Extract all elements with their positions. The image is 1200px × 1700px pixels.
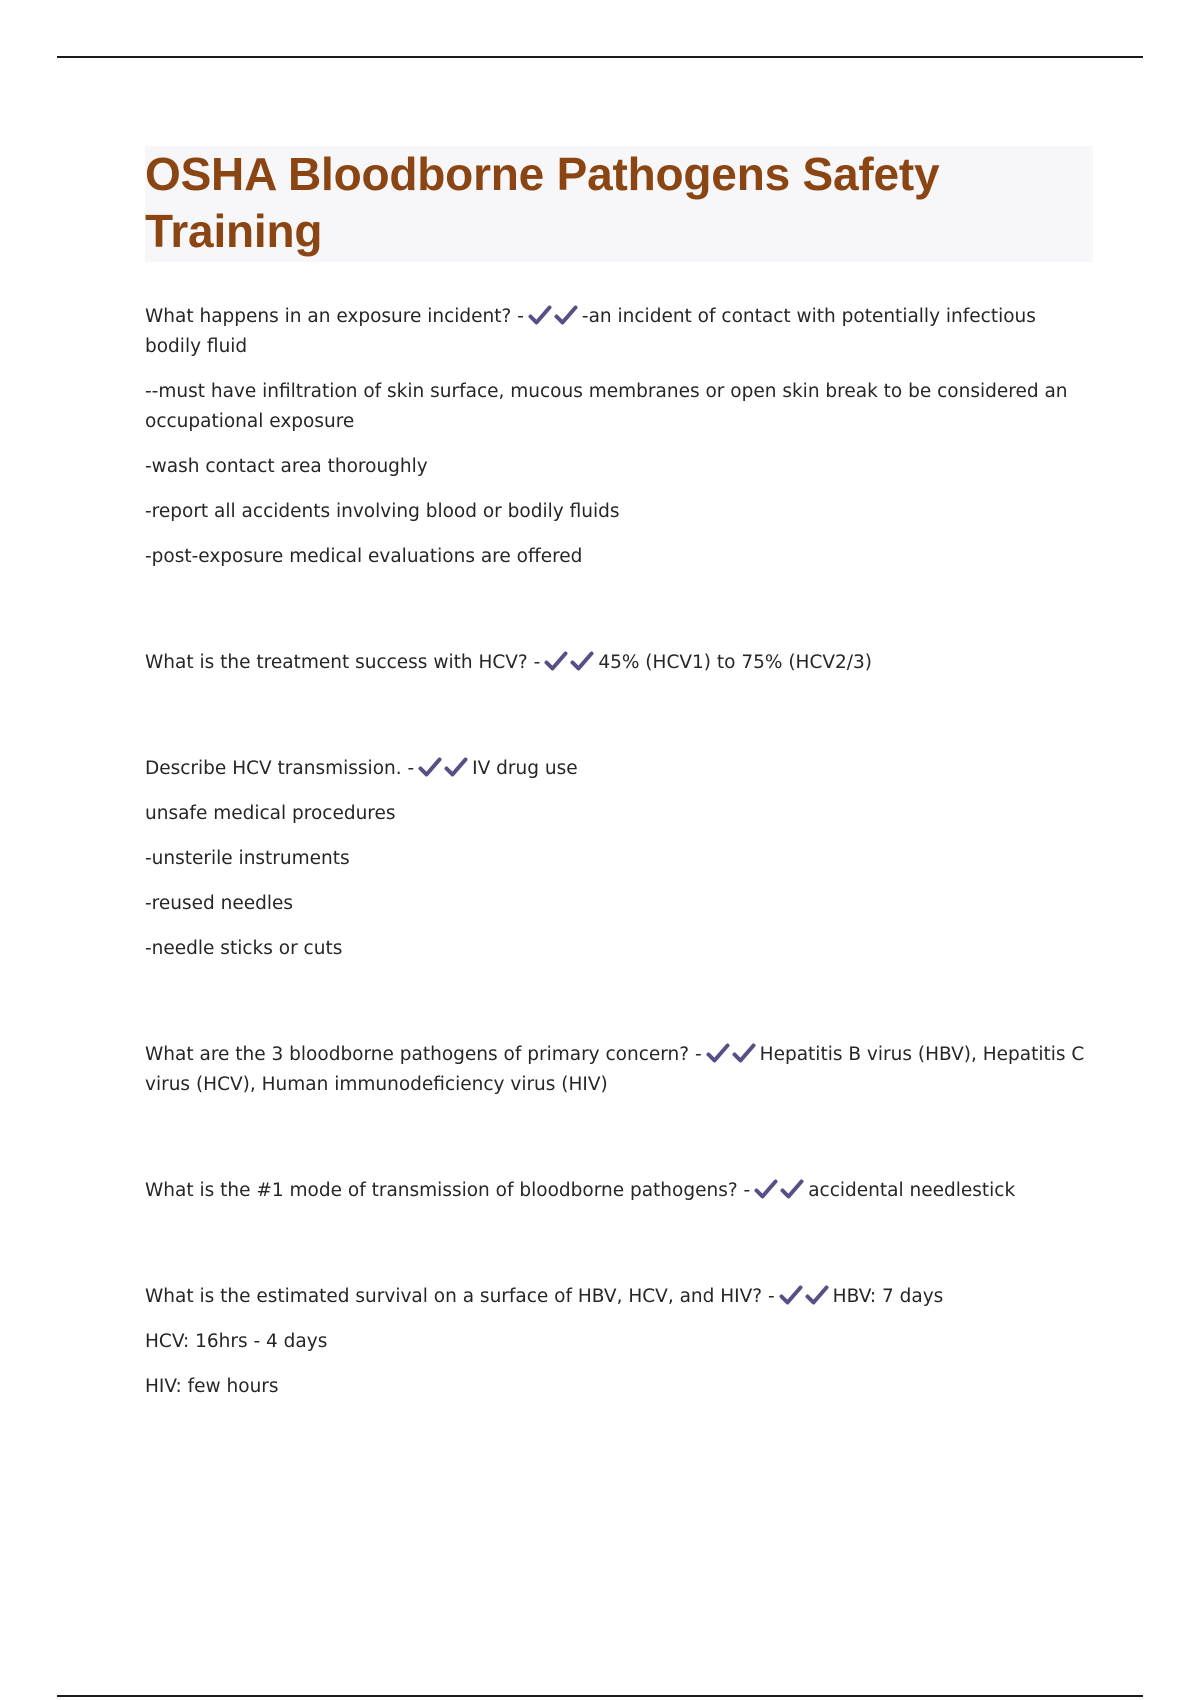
top-rule xyxy=(57,56,1143,58)
qa-list xyxy=(145,302,1093,1402)
bottom-rule xyxy=(57,1695,1143,1697)
answer-checkmarks xyxy=(779,1286,831,1307)
answer-detail-line: -unsterile instruments xyxy=(145,848,350,869)
question-text: Describe HCV transmission. - xyxy=(145,758,415,779)
qa-line xyxy=(145,1176,1093,1206)
document-title: OSHA Bloodborne Pathogens Safety Training xyxy=(145,148,940,257)
question-text: What happens in an exposure incident? - xyxy=(145,306,524,327)
answer-text: HBV: 7 days xyxy=(832,1286,944,1307)
checkmark-icon xyxy=(444,756,468,778)
checkmark-icon xyxy=(805,1284,829,1306)
answer-detail-line: HCV: 16hrs - 4 days xyxy=(145,1331,328,1352)
qa-item xyxy=(145,754,1093,964)
answer-checkmarks xyxy=(706,1044,758,1065)
answer-detail-line: HIV: few hours xyxy=(145,1376,279,1397)
answer-detail-line: -needle sticks or cuts xyxy=(145,938,343,959)
question-text: What is the #1 mode of transmission of bloodborne pathogens? - xyxy=(145,1180,751,1201)
qa-line xyxy=(145,302,1093,362)
answer-detail-line: -post-exposure medical evaluations are offered xyxy=(145,546,583,567)
title-block xyxy=(145,146,1093,262)
qa-item xyxy=(145,302,1093,572)
checkmark-icon xyxy=(780,1178,804,1200)
document-body xyxy=(145,146,1093,1478)
checkmark-icon xyxy=(570,650,594,672)
checkmark-icon xyxy=(706,1042,730,1064)
checkmark-icon xyxy=(732,1042,756,1064)
checkmark-icon xyxy=(418,756,442,778)
qa-line xyxy=(145,1282,1093,1312)
checkmark-icon xyxy=(754,1178,778,1200)
answer-detail-line: -reused needles xyxy=(145,893,294,914)
qa-item xyxy=(145,1040,1093,1100)
answer-text: -an incident of contact with potentially infectious bodily fluid xyxy=(145,306,1036,357)
qa-line xyxy=(145,1040,1093,1100)
qa-item xyxy=(145,1282,1093,1402)
answer-checkmarks xyxy=(418,758,470,779)
checkmark-icon xyxy=(554,304,578,326)
answer-text: 45% (HCV1) to 75% (HCV2/3) xyxy=(598,652,873,673)
checkmark-icon xyxy=(779,1284,803,1306)
answer-detail-line: --must have infiltration of skin surface, mucous membranes or open skin break to be considered an occupational exposure xyxy=(145,381,1068,432)
qa-line xyxy=(145,648,1093,678)
answer-checkmarks xyxy=(754,1180,806,1201)
answer-detail-line: unsafe medical procedures xyxy=(145,803,396,824)
answer-text: accidental needlestick xyxy=(808,1180,1016,1201)
answer-detail-line: -wash contact area thoroughly xyxy=(145,456,428,477)
question-text: What is the treatment success with HCV? - xyxy=(145,652,541,673)
checkmark-icon xyxy=(528,304,552,326)
question-text: What is the estimated survival on a surface of HBV, HCV, and HIV? - xyxy=(145,1286,775,1307)
answer-text: Hepatitis B virus (HBV), Hepatitis C virus (HCV), Human immunodeficiency virus (HIV) xyxy=(145,1044,1085,1095)
answer-checkmarks xyxy=(544,652,596,673)
answer-checkmarks xyxy=(528,306,580,327)
qa-line xyxy=(145,754,1093,784)
qa-item xyxy=(145,648,1093,678)
answer-detail-line: -report all accidents involving blood or bodily fluids xyxy=(145,501,620,522)
qa-item xyxy=(145,1176,1093,1206)
question-text: What are the 3 bloodborne pathogens of primary concern? - xyxy=(145,1044,702,1065)
answer-text: IV drug use xyxy=(472,758,578,779)
checkmark-icon xyxy=(544,650,568,672)
